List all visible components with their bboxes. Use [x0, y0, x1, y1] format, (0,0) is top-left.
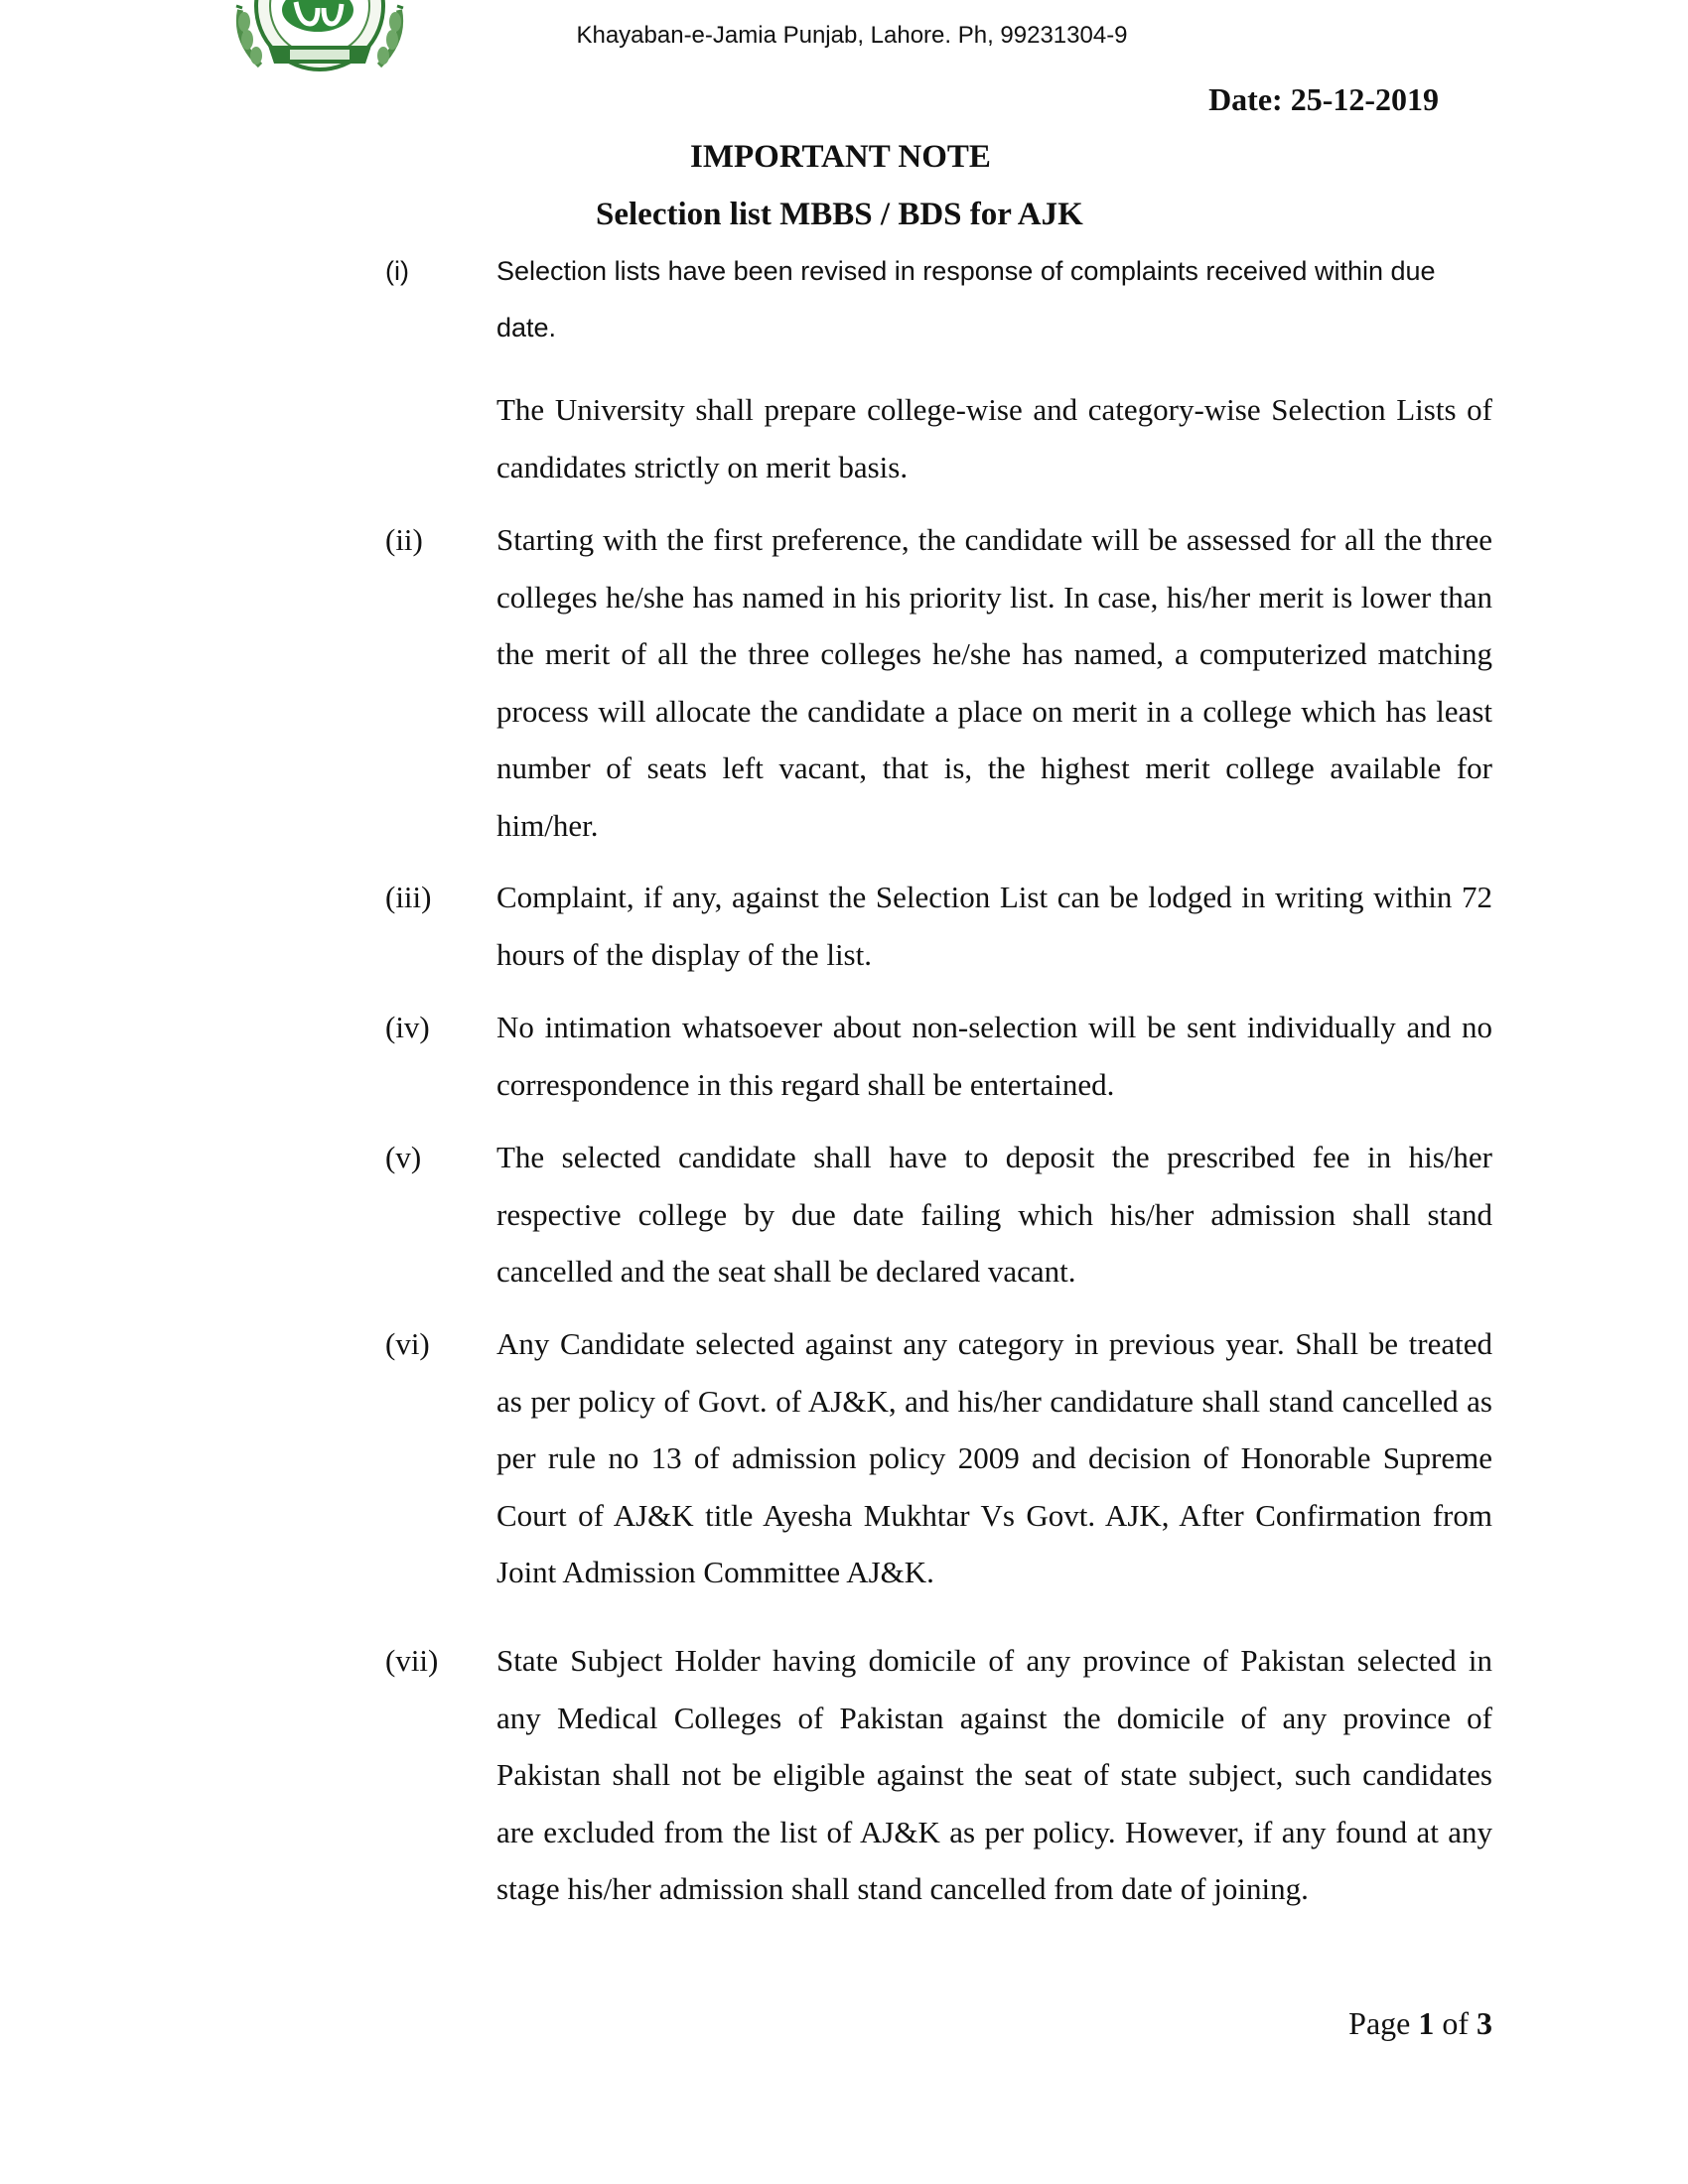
item-number: (ii): [385, 522, 423, 557]
page-of: of: [1442, 2005, 1469, 2041]
item-text: No intimation whatsoever about non-selection will be sent individually and no correspondence in this regard shall be entertained.: [496, 1010, 1492, 1102]
page-word: Page: [1348, 2005, 1411, 2041]
item-text: Starting with the first preference, the candidate will be assessed for all the three colleges he/she has named in his priority list. In case, his/her merit is lower than the merit of all the three colleges he/she has named, a computerized matching process will allocate the candidate a place on merit in a college which has least number of seats left vacant, that is, the highest merit college available for him/her.: [496, 522, 1492, 843]
note-title: IMPORTANT NOTE: [690, 139, 991, 175]
page-current: 1: [1418, 2005, 1435, 2041]
item-text: Any Candidate selected against any category in previous year. Shall be treated as per policy of Govt. of AJ&K, and his/her candidature shall stand cancelled as per rule no 13 of admission policy 2009 and decision of Honorable Supreme Court of AJ&K title Ayesha Mukhtar Vs Govt. AJK, After Confirmation from Joint Admission Committee AJ&K.: [496, 1326, 1492, 1589]
note-subtitle: Selection list MBBS / BDS for AJK: [596, 197, 1083, 232]
item-number: (vi): [385, 1326, 430, 1361]
item-number: (iii): [385, 880, 432, 914]
item-text: State Subject Holder having domicile of any province of Pakistan selected in any Medical Colleges of Pakistan against the domicile of any province of Pakistan shall not be eligible against the seat of state subject, such candidates are excluded from the list of AJ&K as per policy. However, if any found at any stage his/her admission shall stand cancelled from date of joining.: [496, 1643, 1492, 1906]
item-number: (vii): [385, 1643, 439, 1678]
page-total: 3: [1477, 2005, 1492, 2041]
item-number: (i): [385, 256, 409, 286]
item-extra-text: The University shall prepare college-wise and category-wise Selection Lists of candidates strictly on merit basis.: [496, 392, 1492, 484]
item-text: Selection lists have been revised in response of complaints received within due date.: [496, 256, 1436, 342]
item-text: Complaint, if any, against the Selection List can be lodged in writing within 72 hours of the display of the list.: [496, 880, 1492, 972]
header-address: Khayaban-e-Jamia Punjab, Lahore. Ph, 99231304-9: [576, 22, 1128, 49]
document-date: Date: 25-12-2019: [1208, 81, 1439, 117]
page-number: [1348, 2005, 1492, 2042]
item-text: The selected candidate shall have to deposit the prescribed fee in his/her respective college by due date failing which his/her admission shall stand cancelled and the seat shall be declared vacant.: [496, 1140, 1492, 1289]
item-number: (v): [385, 1140, 422, 1174]
item-number: (iv): [385, 1010, 430, 1044]
